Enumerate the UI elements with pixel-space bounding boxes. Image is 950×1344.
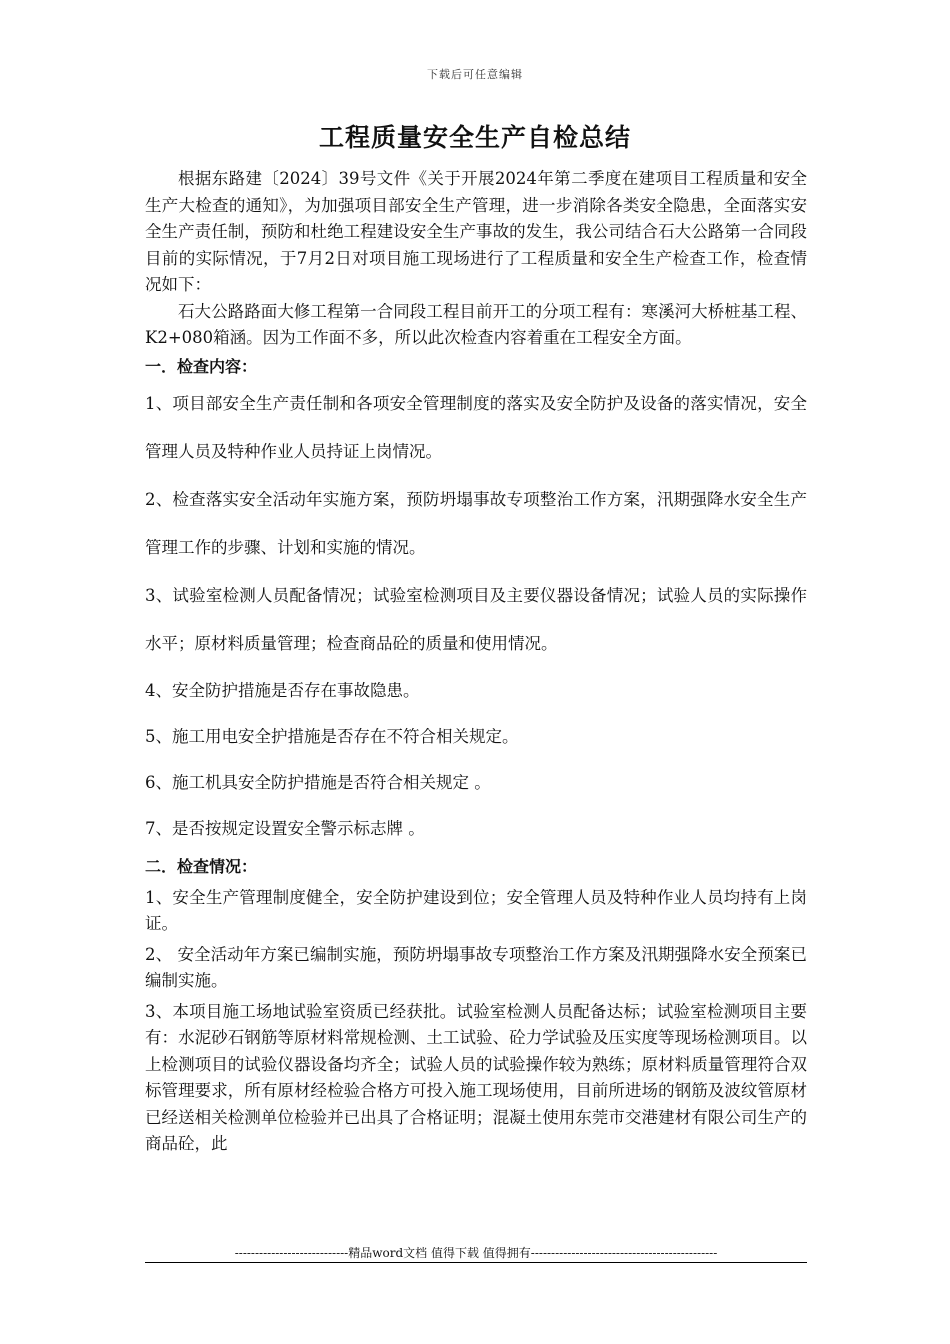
result-item-2: 2、 安全活动年方案已编制实施，预防坍塌事故专项整治工作方案及汛期强降水安全预案已编制实施。 <box>145 944 807 990</box>
document-body <box>145 166 807 1158</box>
section-heading-inspection-results: 二．检查情况： <box>145 857 258 876</box>
section-heading-inspection-content: 一．检查内容： <box>145 356 258 376</box>
inspection-item-6: 6、施工机具安全防护措施是否符合相关规定 。 <box>145 773 491 792</box>
inspection-item-2: 2、检查落实安全活动年实施方案，预防坍塌事故专项整治工作方案，汛期强降水安全生产管理工作的步骤、计划和实施的情况。 <box>145 490 807 557</box>
intro-paragraph-1: 根据东路建〔2024〕39号文件《关于开展2024年第二季度在建项目工程质量和安全生产大检查的通知》，为加强项目部安全生产管理，进一步消除各类安全隐患，全面落实安全生产责任制，预防和杜绝工程建设安全生产事故的发生，我公司结合石大公路第一合同段目前的实际情况，于7月2日对项目施工现场进行了工程质量和安全生产检查工作，检查情况如下： <box>145 169 807 294</box>
inspection-item-3: 3、试验室检测人员配备情况；试验室检测项目及主要仪器设备情况；试验人员的实际操作水平；原材料质量管理；检查商品砼的质量和使用情况。 <box>145 586 807 653</box>
inspection-item-4: 4、安全防护措施是否存在事故隐患。 <box>145 681 420 700</box>
intro-paragraph-2: 石大公路路面大修工程第一合同段工程目前开工的分项工程有：寒溪河大桥桩基工程、K2+080箱涵。因为工作面不多，所以此次检查内容着重在工程安全方面。 <box>145 301 807 347</box>
inspection-item-1: 1、项目部安全生产责任制和各项安全管理制度的落实及安全防护及设备的落实情况，安全管理人员及特种作业人员持证上岗情况。 <box>145 394 807 461</box>
result-item-1: 1、安全生产管理制度健全，安全防护建设到位；安全管理人员及特种作业人员均持有上岗证。 <box>145 887 807 933</box>
document-title: 工程质量安全生产自检总结 <box>318 123 631 152</box>
footer-note: ----------------------------精品word文档 值得下载 值得拥有---------------------------------------------- <box>234 1246 718 1260</box>
header-note: 下载后可任意编辑 <box>427 68 523 81</box>
footer-divider <box>145 1262 807 1263</box>
inspection-item-5: 5、施工用电安全护措施是否存在不符合相关规定。 <box>145 727 519 746</box>
result-item-3: 3、本项目施工场地试验室资质已经获批。试验室检测人员配备达标；试验室检测项目主要有：水泥砂石钢筋等原材料常规检测、土工试验、砼力学试验及压实度等现场检测项目。以上检测项目的试验仪器设备均齐全；试验人员的试验操作较为熟练；原材料质量管理符合双标管理要求，所有原材经检验合格方可投入施工现场使用，目前所进场的钢筋及波纹管原材已经送相关检测单位检验并已出具了合格证明；混凝土使用东莞市交港建材有限公司生产的商品砼，此 <box>145 1001 807 1153</box>
inspection-item-7: 7、是否按规定设置安全警示标志牌 。 <box>145 819 425 838</box>
